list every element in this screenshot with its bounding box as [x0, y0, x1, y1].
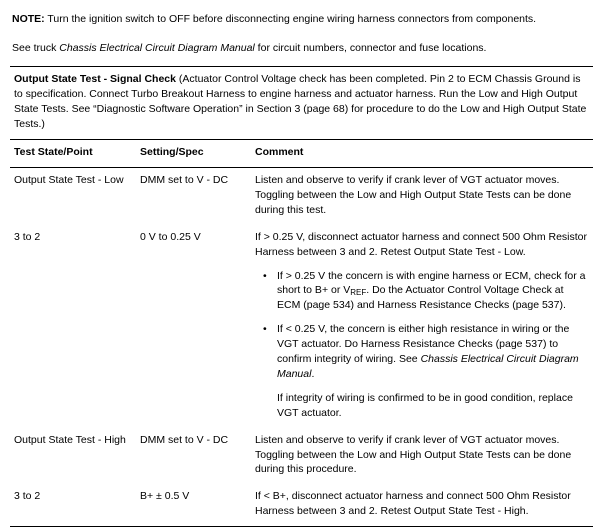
list-item [255, 269, 587, 314]
bullet-text-part2: . Do the Actuator Control Voltage Check at ECM (page 534) and Harness Resistance Checks (page 537). [277, 284, 566, 312]
header-test-state: Test State/Point [10, 140, 136, 168]
cell-setting-spec: 0 V to 0.25 V [140, 230, 201, 243]
table-row [10, 428, 593, 485]
table-header-row [10, 140, 593, 168]
bullet-text-part1: If < 0.25 V, the concern is either high resistance in wiring or the VGT actuator. Do Harness Resistance Checks (page 537) to confirm integrity of wiring. See [277, 323, 570, 366]
table-row [10, 167, 593, 224]
bullet-text-part1: If > 0.25 V the concern is with engine harness or ECM, check for a short to B+ or V [277, 269, 586, 297]
cell-comment: Listen and observe to verify if crank lever of VGT actuator moves. Toggling between the Low and High Output State Tests can be done during this procedure. [255, 433, 572, 476]
cell-test-state: 3 to 2 [10, 484, 136, 526]
note-text: Turn the ignition switch to OFF before disconnecting engine wiring harness connectors from components. [44, 13, 537, 25]
header-setting-spec: Setting/Spec [136, 140, 251, 168]
table-row [10, 225, 593, 428]
comment-lead: If > 0.25 V, disconnect actuator harness and connect 500 Ohm Resistor Harness between 3 and 2. Retest Output State Test - Low. [255, 230, 588, 258]
cell-setting-spec: B+ ± 0.5 V [136, 484, 251, 526]
manual-title: Chassis Electrical Circuit Diagram Manual [277, 353, 579, 380]
manual-title: Chassis Electrical Circuit Diagram Manual [59, 42, 255, 55]
cell-test-state: Output State Test - Low [14, 173, 124, 186]
section-intro-row [10, 67, 593, 140]
cell-test-state: 3 to 2 [14, 230, 41, 243]
bullet-text-part2: . [311, 367, 315, 380]
note-paragraph [12, 12, 591, 27]
table-row [10, 484, 593, 526]
cell-comment: If < B+, disconnect actuator harness and connect 500 Ohm Resistor Harness between 3 and 2. Retest Output State Test - High. [251, 484, 593, 526]
header-comment: Comment [251, 140, 593, 168]
cell-comment: Listen and observe to verify if crank lever of VGT actuator moves. Toggling between the Low and High Output State Tests can be done during this test. [255, 173, 572, 216]
see-truck-paragraph [12, 41, 591, 56]
output-state-test-table [10, 66, 593, 527]
comment-trailing-text: If integrity of wiring is confirmed to be in good condition, replace VGT actuator. [277, 391, 573, 419]
cell-setting-spec: DMM set to V - DC [140, 433, 229, 446]
list-item [255, 322, 587, 382]
comment-bullet-list [255, 269, 587, 382]
section-title: Output State Test - Signal Check [14, 73, 176, 86]
bullet-icon: • [263, 323, 267, 336]
section-description: (Actuator Control Voltage check has been completed. Pin 2 to ECM Chassis Ground is to specification. Connect Turbo Breakout Harness to engine harness and actuator harness. Run the Low and High Output State Tests. See “Diagnostic Software Operation” in Section 3 (page 68) for procedure to do the Low and High Output State Tests.) [14, 73, 587, 131]
cell-setting-spec: DMM set to V - DC [140, 173, 229, 186]
note-label: NOTE: [12, 13, 45, 25]
see-truck-after: for circuit numbers, connector and fuse locations. [254, 42, 487, 55]
bullet-subscript: REF [350, 288, 367, 298]
cell-test-state: Output State Test - High [14, 433, 126, 446]
bullet-icon: • [263, 269, 267, 282]
section-intro-cell [10, 67, 593, 140]
cell-comment [251, 225, 593, 428]
see-truck-before: See truck [12, 42, 60, 55]
